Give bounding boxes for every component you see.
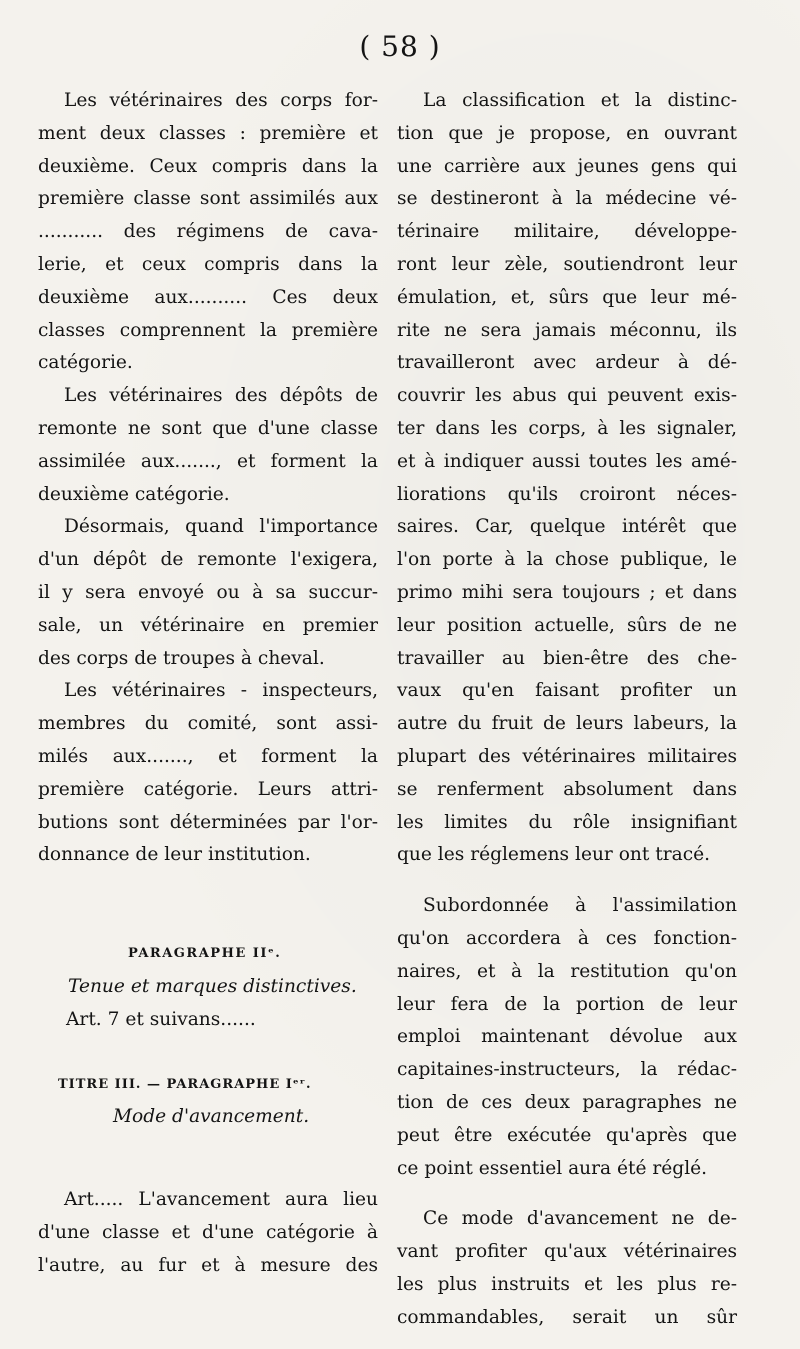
text-line: tion que je propose, en ouvrant <box>397 122 737 144</box>
text-line: primo mihi sera toujours ; et dans <box>397 581 737 603</box>
right-paragraph-3 <box>397 1203 737 1334</box>
text-line: donnance de leur institution. <box>38 844 311 866</box>
text-line: couvrir les abus qui peuvent exis- <box>397 385 737 407</box>
text-line: Désormais, quand l'importance <box>64 516 378 538</box>
text-line: deuxième catégorie. <box>38 483 230 505</box>
text-line: butions sont déterminées par l'or- <box>38 811 378 833</box>
text-line: deuxième. Ceux compris dans la <box>38 155 378 177</box>
text-line: une carrière aux jeunes gens qui <box>397 155 737 177</box>
text-line: vant profiter qu'aux vétérinaires <box>397 1241 737 1263</box>
text-line: se destineront à la médecine vé- <box>397 188 737 210</box>
paragraphe-heading: PARAGRAPHE IIᵉ. <box>128 946 282 962</box>
text-line: qu'on accordera à ces fonction- <box>397 927 737 949</box>
text-line: l'on porte à la chose publique, le <box>397 549 737 571</box>
text-line: et à indiquer aussi toutes les amé- <box>397 450 737 472</box>
text-line: Subordonnée à l'assimilation <box>423 895 737 917</box>
text-line: assimilée aux......., et forment la <box>38 450 378 472</box>
text-line: La classification et la distinc- <box>423 90 737 111</box>
text-line: membres du comité, sont assi- <box>38 713 378 735</box>
text-line: commandables, serait un sûr <box>397 1306 737 1328</box>
text-line: vaux qu'en faisant profiter un <box>397 680 737 702</box>
text-line: sale, un vétérinaire en premier <box>38 614 378 636</box>
text-line: catégorie. <box>38 352 133 374</box>
text-line: lerie, et ceux compris dans la <box>38 253 378 275</box>
text-line: capitaines-instructeurs, la rédac- <box>397 1059 737 1081</box>
text-line: ........... des régimens de cava- <box>38 221 378 243</box>
text-line: Les vétérinaires - inspecteurs, <box>64 680 378 702</box>
text-line: peut être exécutée qu'après que <box>397 1124 737 1146</box>
text-line: première catégorie. Leurs attri- <box>38 778 378 800</box>
text-line: l'autre, au fur et à mesure des <box>38 1254 378 1276</box>
text-line: plupart des vétérinaires militaires <box>397 745 737 767</box>
page-number: ( 58 ) <box>359 30 441 63</box>
text-line: saires. Car, quelque intérêt que <box>397 516 737 538</box>
text-line: travailleront avec ardeur à dé- <box>397 352 737 374</box>
text-line: que les réglemens leur ont tracé. <box>397 844 711 866</box>
text-line: ce point essentiel aura été réglé. <box>397 1157 708 1179</box>
paragraphe-subtitle: Tenue et marques distinctives. <box>68 975 357 997</box>
text-line: les plus instruits et les plus re- <box>397 1273 737 1295</box>
text-line: d'un dépôt de remonte l'exigera, <box>38 549 378 571</box>
text-line: des corps de troupes à cheval. <box>38 647 325 669</box>
titre-heading: TITRE III. — PARAGRAPHE Iᵉʳ. <box>58 1076 312 1092</box>
left-paragraph-3 <box>38 511 378 675</box>
text-line: Art..... L'avancement aura lieu <box>64 1189 378 1211</box>
text-line: leur position actuelle, sûrs de ne <box>397 614 737 636</box>
text-line: térinaire militaire, développe- <box>397 221 737 243</box>
text-line: emploi maintenant dévolue aux <box>397 1026 737 1048</box>
left-paragraph-2 <box>38 380 378 511</box>
text-line: classes comprennent la première <box>38 319 378 341</box>
text-line: il y sera envoyé ou à sa succur- <box>38 581 378 603</box>
article-7-line: Art. 7 et suivans...... <box>66 1008 256 1030</box>
text-line: deuxième aux.......... Ces deux <box>38 286 378 308</box>
text-line: ter dans les corps, à les signaler, <box>397 417 737 439</box>
text-line: tion de ces deux paragraphes ne <box>397 1091 737 1113</box>
left-paragraph-4 <box>38 675 378 872</box>
text-line: Les vétérinaires des corps for- <box>64 90 378 111</box>
text-line: milés aux......., et forment la <box>38 745 378 767</box>
right-paragraph-1 <box>397 85 737 872</box>
right-column <box>397 85 737 1334</box>
left-paragraph-1 <box>38 85 378 380</box>
left-column <box>38 85 378 1283</box>
text-line: ment deux classes : première et <box>38 122 378 144</box>
left-paragraph-5 <box>38 1184 378 1282</box>
text-line: Ce mode d'avancement ne de- <box>423 1208 737 1230</box>
titre-subtitle: Mode d'avancement. <box>113 1106 310 1128</box>
text-line: Les vétérinaires des dépôts de <box>64 385 378 407</box>
text-line: d'une classe et d'une catégorie à <box>38 1221 378 1243</box>
text-line: autre du fruit de leurs labeurs, la <box>397 713 737 735</box>
text-line: liorations qu'ils croiront néces- <box>397 483 737 505</box>
text-line: remonte ne sont que d'une classe <box>38 417 378 439</box>
text-line: naires, et à la restitution qu'on <box>397 960 737 982</box>
text-line: se renferment absolument dans <box>397 778 737 800</box>
text-line: rite ne sera jamais méconnu, ils <box>397 319 737 341</box>
text-line: émulation, et, sûrs que leur mé- <box>397 286 737 308</box>
text-line: travailler au bien-être des che- <box>397 647 737 669</box>
text-line: première classe sont assimilés aux <box>38 188 378 210</box>
right-paragraph-2 <box>397 890 737 1185</box>
text-line: leur fera de la portion de leur <box>397 993 737 1015</box>
text-line: ront leur zèle, soutiendront leur <box>397 253 737 275</box>
text-line: les limites du rôle insignifiant <box>397 811 737 833</box>
